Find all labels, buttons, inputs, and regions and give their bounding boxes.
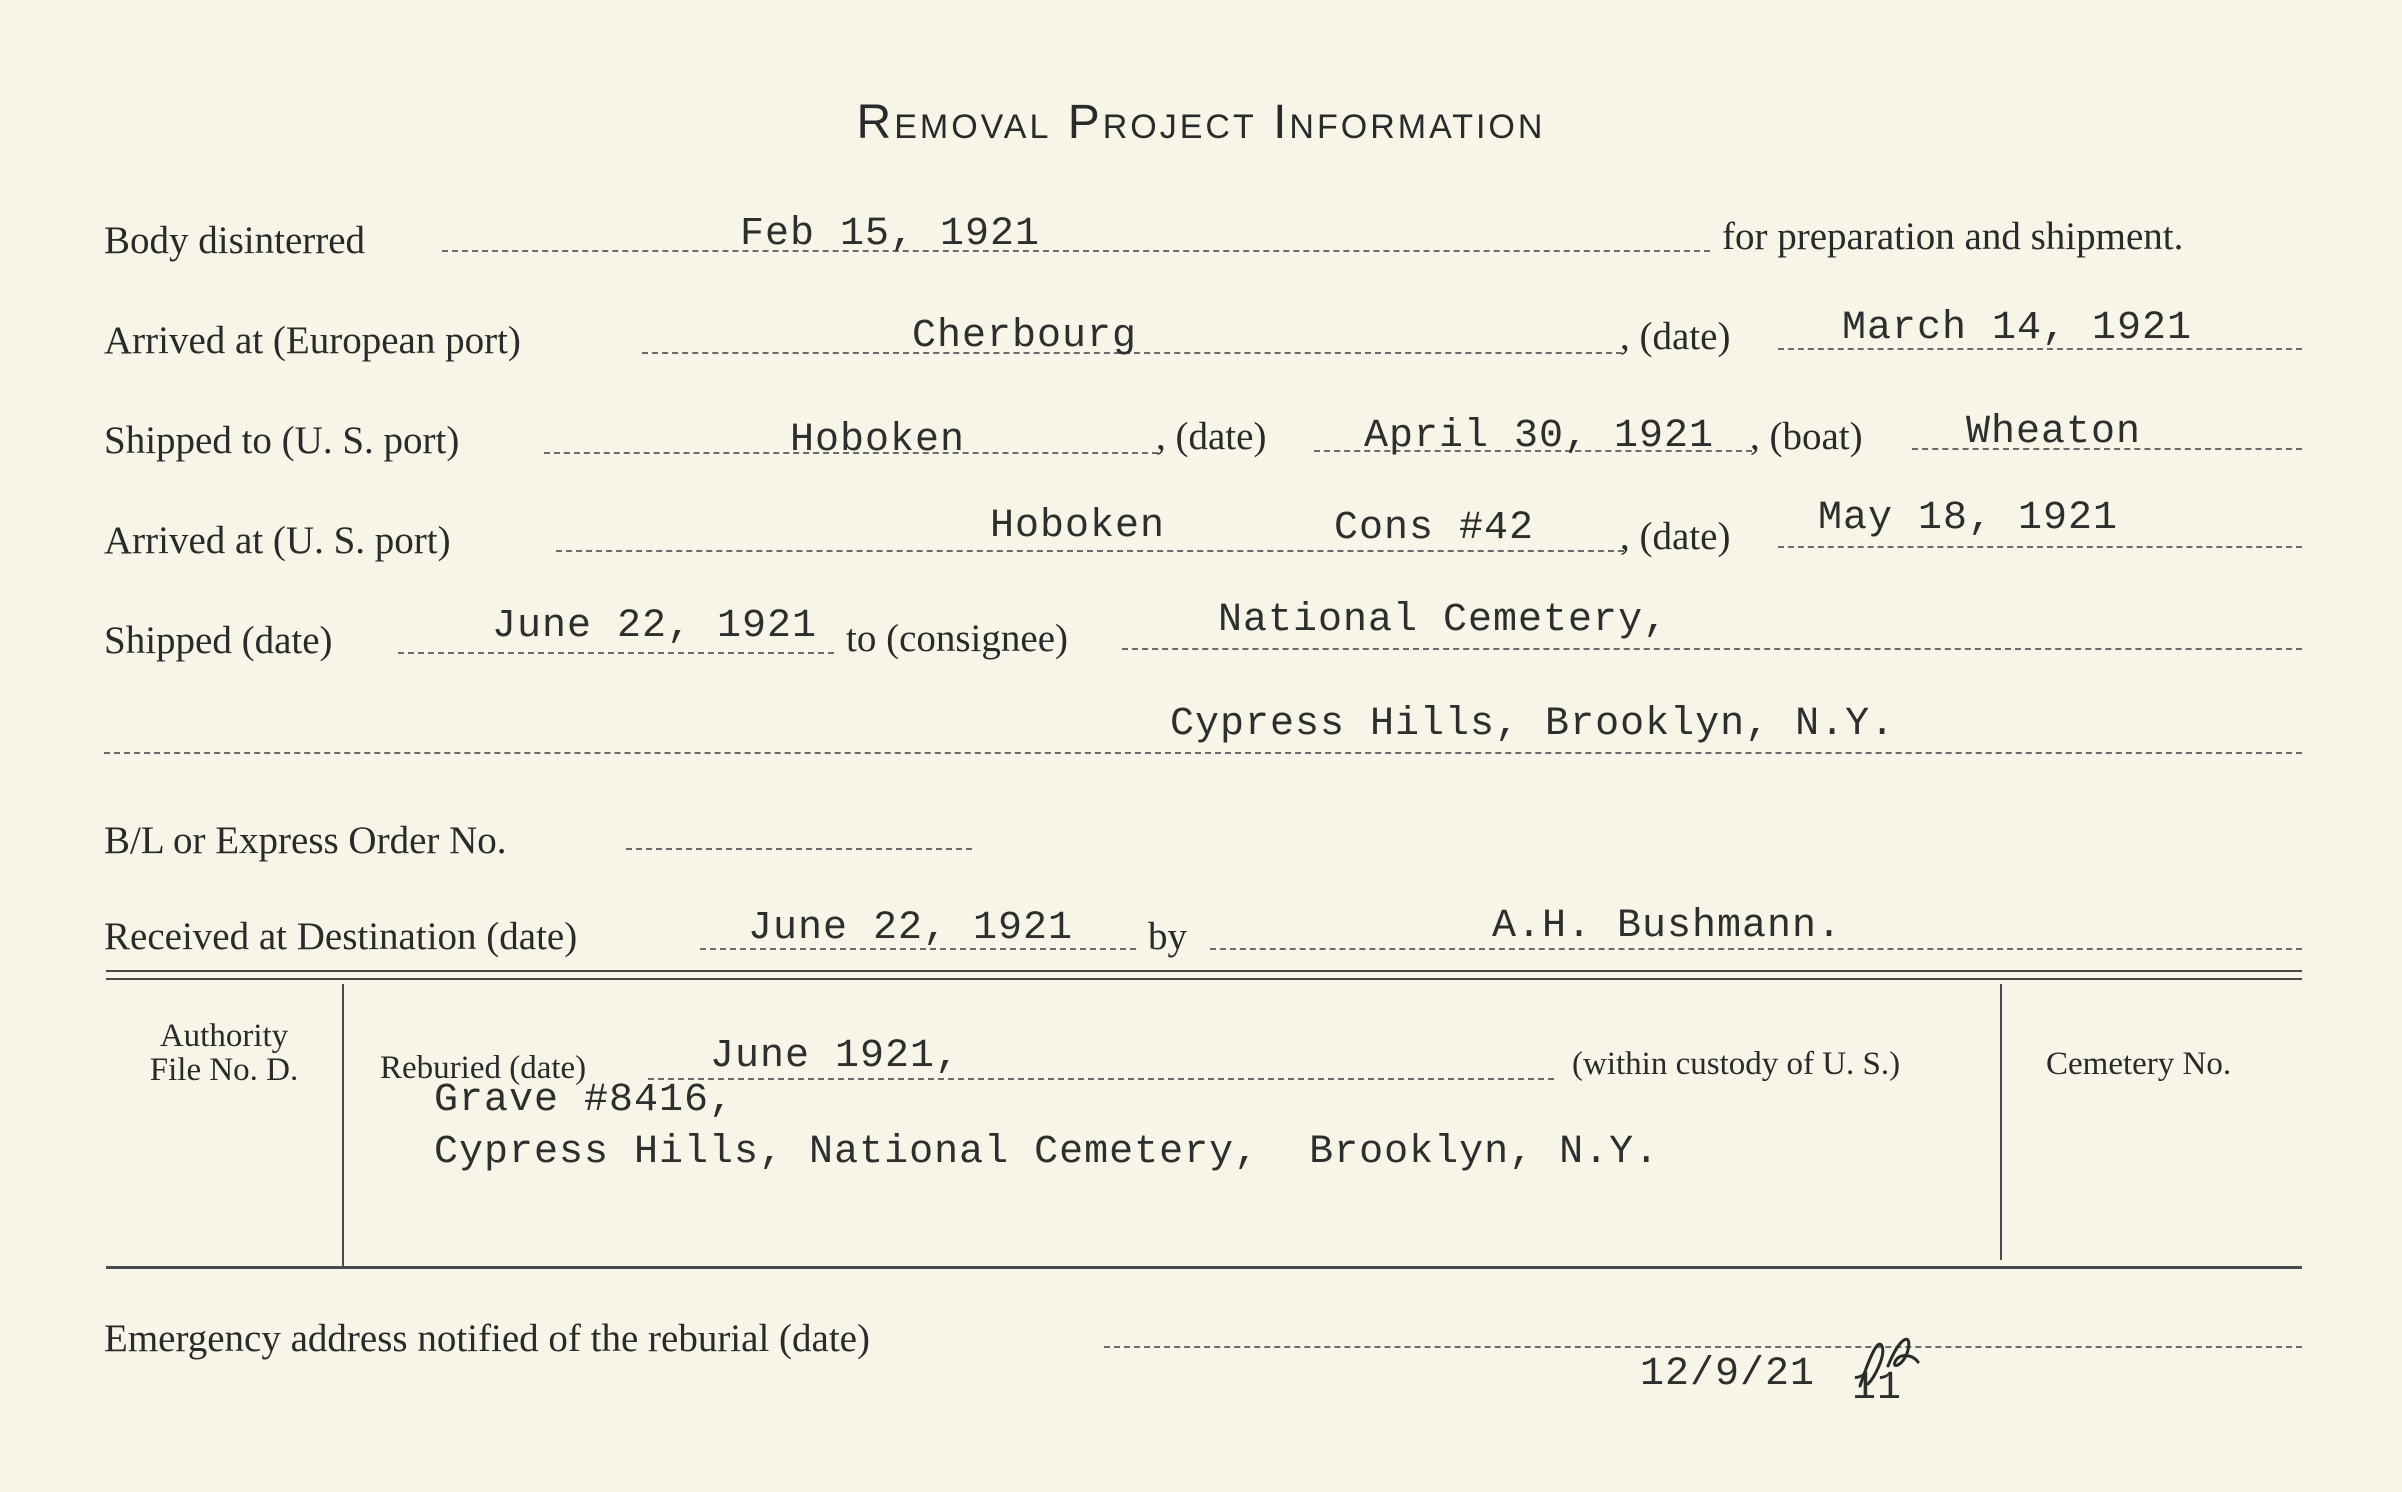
- consignee-label: to (consignee): [846, 617, 1069, 660]
- shipped-date-label: Shipped (date): [104, 619, 333, 662]
- shipped-us-date-value: April 30, 1921: [1364, 414, 1715, 459]
- bl-label: B/L or Express Order No.: [104, 819, 507, 862]
- shipped-us-boat-label: , (boat): [1750, 415, 1863, 458]
- arrived-europe-value: Cherbourg: [912, 314, 1138, 359]
- received-by-value: A.H. Bushmann.: [1492, 904, 1843, 949]
- received-value: June 22, 1921: [748, 906, 1074, 951]
- consignee-value-2: Cypress Hills, Brooklyn, N.Y.: [1170, 702, 1896, 747]
- arrived-us-value: Hoboken: [990, 504, 1166, 549]
- received-label: Received at Destination (date): [104, 915, 578, 958]
- shipped-date-value: June 22, 1921: [492, 604, 818, 649]
- arrived-europe-label: Arrived at (European port): [104, 319, 521, 362]
- reburied-label: Reburied (date): [380, 1050, 587, 1086]
- shipped-us-value: Hoboken: [790, 418, 966, 463]
- shipped-date-line: [398, 652, 834, 654]
- cemetery-no-label: Cemetery No.: [2046, 1046, 2232, 1082]
- table-top-rule-2: [106, 978, 2302, 980]
- arrived-us-date-label: , (date): [1620, 515, 1731, 558]
- arrived-us-date-value: May 18, 1921: [1818, 496, 2119, 541]
- received-by-label: by: [1148, 915, 1187, 958]
- shipped-us-boat-value: Wheaton: [1966, 410, 2142, 455]
- table-top-rule-1: [106, 970, 2302, 972]
- reburied-grave-line: Grave #8416,: [434, 1078, 735, 1123]
- custody-label: (within custody of U. S.): [1572, 1046, 1901, 1082]
- disinterred-label: Body disinterred: [104, 219, 366, 262]
- shipped-us-date-label: , (date): [1156, 415, 1267, 458]
- arrived-europe-date-value: March 14, 1921: [1842, 306, 2193, 351]
- arrived-europe-date-label: , (date): [1620, 315, 1731, 358]
- card-title: Removal Project Information: [856, 96, 1546, 149]
- shipped-us-label: Shipped to (U. S. port): [104, 419, 460, 462]
- emergency-initials: 11: [1852, 1366, 1903, 1411]
- emergency-line: [1104, 1346, 2302, 1348]
- arrived-us-label: Arrived at (U. S. port): [104, 519, 451, 562]
- consignee-line: [1122, 648, 2302, 650]
- reburied-value: June 1921,: [710, 1034, 961, 1079]
- arrived-us-date-line: [1778, 546, 2302, 548]
- emergency-label: Emergency address notified of the reburial (date): [104, 1317, 870, 1360]
- consignee-value: National Cemetery,: [1218, 598, 1669, 643]
- handwritten-initials-mark: [1848, 1326, 1928, 1396]
- arrived-us-cons-value: Cons #42: [1334, 506, 1535, 551]
- consignee-continuation-line: [104, 752, 2302, 754]
- table-bottom-rule: [106, 1266, 2302, 1269]
- table-divider-left: [342, 984, 344, 1266]
- disinterred-line: [442, 250, 1710, 252]
- reburied-cemetery-line: Cypress Hills, National Cemetery, Brooklyn, N.Y.: [434, 1130, 1660, 1175]
- table-divider-right: [2000, 984, 2002, 1260]
- disinterred-value: Feb 15, 1921: [740, 212, 1041, 257]
- bl-line: [626, 848, 972, 850]
- authority-file-label: File No. D.: [149, 1052, 299, 1088]
- authority-label: Authority: [159, 1018, 289, 1054]
- disinterred-suffix: for preparation and shipment.: [1722, 215, 2184, 258]
- emergency-date-value: 12/9/21: [1640, 1352, 1816, 1397]
